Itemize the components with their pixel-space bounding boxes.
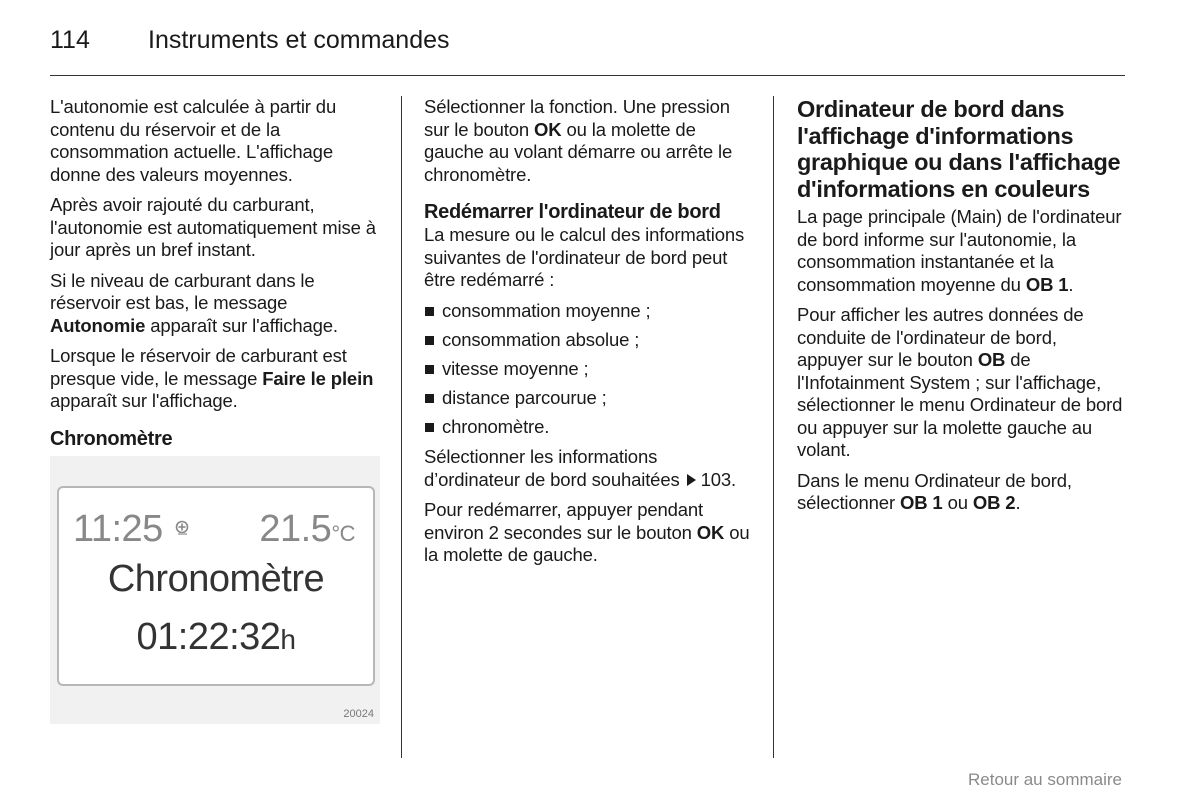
display-figure <box>50 456 380 724</box>
section-heading-reset: Redémarrer l'ordinateur de bord <box>424 201 721 223</box>
section-heading-onboard-computer: Ordinateur de bord dans l'affichage d'informations graphique ou dans l'affichage d'informations en couleurs <box>797 96 1121 202</box>
bullet-square-icon <box>425 307 434 316</box>
list-item: consommation absolue ; <box>424 329 757 352</box>
bullet-square-icon <box>425 394 434 403</box>
bullet-square-icon <box>425 365 434 374</box>
column-divider-2 <box>773 96 774 758</box>
page-reference-link[interactable]: 103. <box>700 468 736 490</box>
paragraph-empty-tank: Lorsque le réservoir de carburant est presque vide, le message Faire le plein apparaît sur l'affichage. <box>50 345 374 411</box>
list-item: distance parcourue ; <box>424 387 757 410</box>
button-ok-ref: OK <box>534 118 562 140</box>
display-temperature: 21.5°C <box>259 508 355 550</box>
figure-code: 20024 <box>343 708 374 720</box>
page-reference-arrow-icon <box>687 474 696 486</box>
section-heading-chronometre: Chronomètre <box>50 427 173 450</box>
paragraph-reset-howto: Pour redémarrer, appuyer pendant environ 2 secondes sur le bouton OK ou la molette de gauche. <box>424 499 750 565</box>
ob-button-ref: OB <box>977 349 1006 370</box>
paragraph-low-fuel: Si le niveau de carburant dans le réservoir est bas, le message Autonomie apparaît sur l'affichage. <box>50 269 338 336</box>
back-to-contents-link[interactable]: Retour au sommaire <box>967 770 1122 789</box>
header-rule <box>50 75 1125 76</box>
paragraph-reset-intro: La mesure ou le calcul des informations suivantes de l'ordinateur de bord peut être redémarré : <box>424 224 745 290</box>
paragraph-range-update: Après avoir rajouté du carburant, l'autonomie est automatiquement mise à jour après un bref instant. <box>50 194 376 260</box>
page-header <box>50 26 1125 56</box>
list-item: chronomètre. <box>424 416 757 439</box>
rds-icon <box>175 520 191 536</box>
paragraph-main-page: La page principale (Main) de l'ordinateur de bord informe sur l'autonomie, la consommation instantanée et la consommation moyenne du OB 1. <box>797 206 1122 295</box>
info-display-screen <box>57 486 375 686</box>
ob2-ref: OB 2 <box>972 492 1016 513</box>
paragraph-chrono-function: Sélectionner la fonction. Une pression sur le bouton OK ou la molette de gauche au volant démarre ou arrête le chronomètre. <box>424 96 733 185</box>
display-label: Chronomètre <box>107 558 325 600</box>
list-item: vitesse moyenne ; <box>424 358 757 381</box>
paragraph-range-calc: L'autonomie est calculée à partir du contenu du réservoir et de la consommation actuelle. L'affichage donne des valeurs moyennes. <box>50 96 337 185</box>
paragraph-other-data: Pour afficher les autres données de conduite de l'ordinateur de bord, appuyer sur le bouton OB de l'Infotainment System ; sur l'affichage, sélectionner le menu Ordinateur de bord ou appuyer sur la molette gauche au volant. <box>797 304 1123 460</box>
button-ok-ref: OK <box>696 521 725 543</box>
column-1 <box>50 96 385 451</box>
ob1-ref: OB 1 <box>1025 273 1069 295</box>
message-faire-le-plein: Faire le plein <box>262 367 374 389</box>
display-clock: 11:25 <box>73 508 163 550</box>
paragraph-select-info: Sélectionner les informations d’ordinateur de bord souhaitées 103. <box>424 446 736 490</box>
reset-list <box>424 300 757 439</box>
column-divider-1 <box>401 96 402 758</box>
page-number: 114 <box>50 26 90 54</box>
bullet-square-icon <box>425 336 434 345</box>
paragraph-ob-select: Dans le menu Ordinateur de bord, sélectionner OB 1 ou OB 2. <box>797 469 1072 513</box>
column-3 <box>797 96 1127 523</box>
message-autonomie: Autonomie <box>50 314 146 336</box>
page-title: Instruments et commandes <box>148 26 450 54</box>
bullet-square-icon <box>425 423 434 432</box>
list-item: consommation moyenne ; <box>424 300 757 323</box>
display-chrono-time: 01:22:32h <box>136 616 296 658</box>
column-2 <box>424 96 757 575</box>
ob1-ref: OB 1 <box>899 492 943 513</box>
